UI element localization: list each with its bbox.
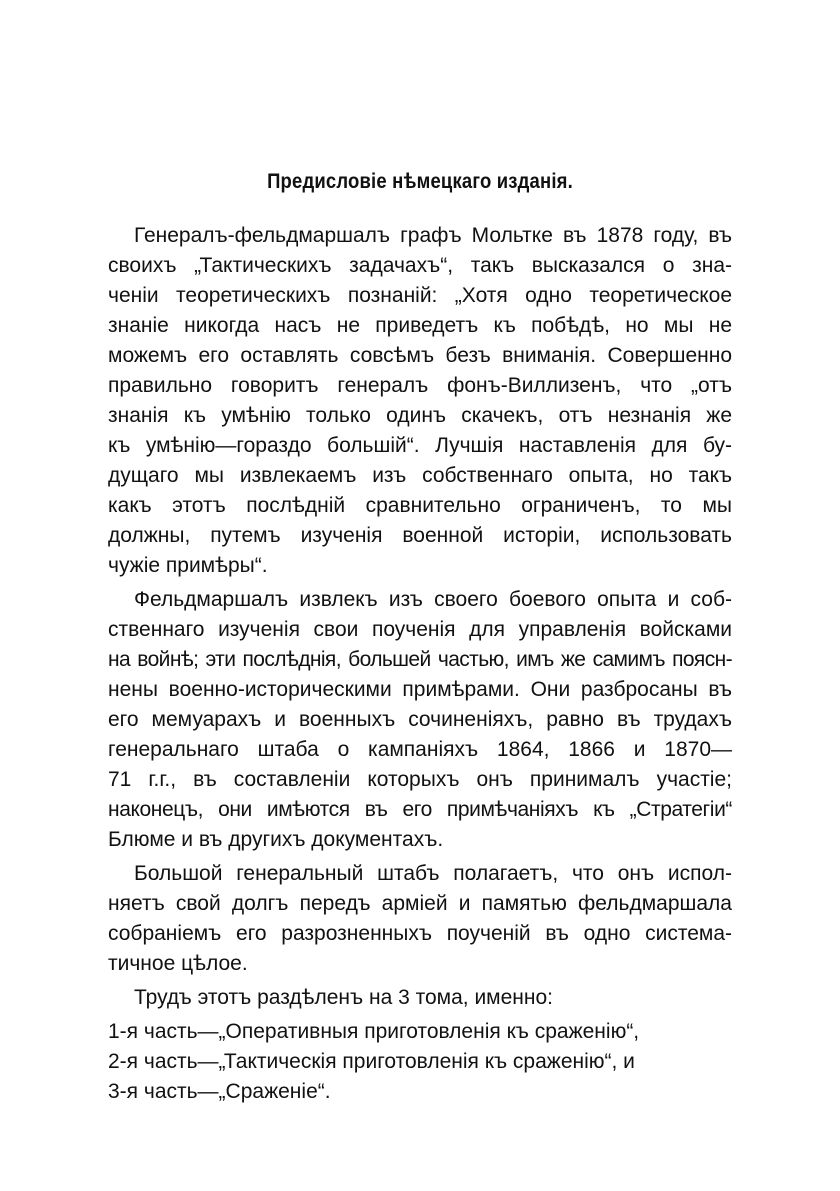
text-line: чужіе примѣры“.: [108, 554, 268, 577]
list-item: 1-я часть—„Оперативныя приготовленія къ сраженію“,: [108, 1020, 640, 1043]
page-title: Предисловіе нѣмецкаго изданія.: [267, 170, 573, 193]
text-line: на войнѣ; эти послѣднія, большей частью, имъ же самимъ поясн-: [108, 648, 732, 671]
text-line: наконецъ, они имѣются въ его примѣчаніяхъ къ „Стратегіи“: [108, 798, 732, 821]
paragraph-4: [108, 983, 732, 1013]
paragraph-1: [108, 221, 732, 581]
text-line: Генералъ-фельдмаршалъ графъ Мольтке въ 1878 году, въ: [134, 224, 732, 247]
text-line: 71 г.г., въ составленіи которыхъ онъ принималъ участіе;: [108, 768, 732, 791]
text-line: Большой генеральный штабъ полагаетъ, что онъ испол-: [134, 862, 732, 885]
text-line: знанія къ умѣнію только одинъ скачекъ, отъ незнанія же: [108, 404, 732, 427]
text-line: нены военно-историческими примѣрами. Они разбросаны въ: [108, 678, 732, 701]
text-line: собраніемъ его разрозненныхъ поученій въ одно система-: [108, 922, 732, 945]
text-line: ченіи теоретическихъ познаній: „Хотя одно теоретическое: [108, 284, 732, 307]
body-text: [108, 221, 732, 1107]
list-item: 2-я часть—„Тактическія приготовленія къ сраженію“, и: [108, 1050, 635, 1073]
text-line: няетъ свой долгъ передъ арміей и памятью фельдмаршала: [108, 892, 732, 915]
text-line: къ умѣнію—гораздо большій“. Лучшія наставленія для бу-: [108, 434, 732, 457]
text-line: Блюме и въ другихъ документахъ.: [108, 828, 444, 851]
text-line: дущаго мы извлекаемъ изъ собственнаго опыта, но такъ: [108, 464, 732, 487]
text-line: Трудъ этотъ раздѣленъ на 3 тома, именно:: [134, 986, 554, 1009]
parts-list: [108, 1017, 732, 1107]
text-line: своихъ „Тактическихъ задачахъ“, такъ высказался о зна-: [108, 254, 732, 277]
text-line: правильно говоритъ генералъ фонъ-Виллизенъ, что „отъ: [108, 374, 732, 397]
list-item: 3-я часть—„Сраженіе“.: [108, 1080, 331, 1103]
text-line: должны, путемъ изученія военной исторіи, использовать: [108, 524, 732, 547]
text-line: Фельдмаршалъ извлекъ изъ своего боевого опыта и соб-: [134, 588, 732, 611]
text-line: тичное цѣлое.: [108, 952, 248, 975]
paragraph-3: [108, 859, 732, 979]
text-line: его мемуарахъ и военныхъ сочиненіяхъ, равно въ трудахъ: [108, 708, 732, 731]
paragraph-2: [108, 585, 732, 855]
text-line: ственнаго изученія свои поученія для управленія войсками: [108, 618, 732, 641]
text-line: генеральнаго штаба о кампаніяхъ 1864, 1866 и 1870—: [108, 738, 732, 761]
text-line: можемъ его оставлять совсѣмъ безъ вниманія. Совершенно: [108, 344, 732, 367]
text-line: знаніе никогда насъ не приведетъ къ побѣдѣ, но мы не: [108, 314, 732, 337]
text-line: какъ этотъ послѣдній сравнительно ограниченъ, то мы: [108, 494, 732, 517]
